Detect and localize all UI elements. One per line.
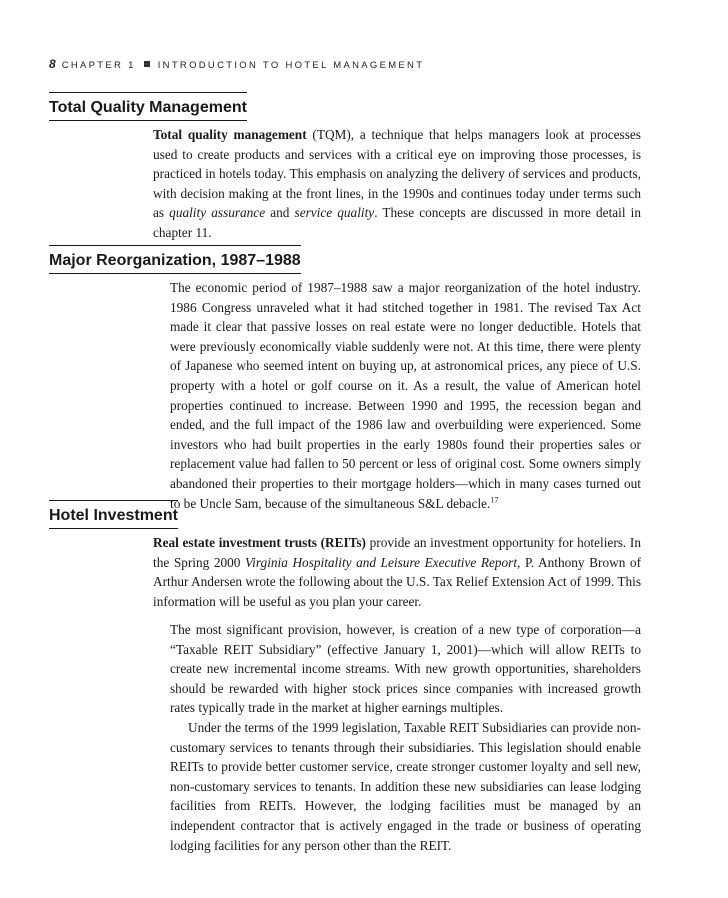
running-head bbox=[49, 57, 424, 71]
tqm-emphasis-1: quality assurance bbox=[169, 205, 266, 221]
page-number: 8 bbox=[49, 57, 56, 71]
report-title: Virginia Hospitality and Leisure Executive Report bbox=[245, 554, 518, 570]
investment-paragraph: Real estate investment trusts (REITs) provide an investment opportunity for hoteliers. In the Spring 2000 Virginia Hospitality and Leisure Executive Report, P. Anthony Brown of Arthur Andersen wrote the following about the U.S. Tax Relief Extension Act of 1999. This information will be useful as you plan your career. bbox=[153, 535, 642, 609]
quote-paragraph-2: Under the terms of the 1999 legislation, Taxable REIT Subsidiaries can provide non-customary services to tenants through their subsidiaries. This legislation should enable REITs to provide better customer service, create stronger customer loyalty and sell new, non-customary services to tenants. In addition these new subsidiaries can lease lodging facilities from REITs. However, the lodging facilities must be managed by an independent contractor that is actively engaged in the trade or business of operating lodging facilities for any person other than the REIT. bbox=[170, 719, 641, 853]
footnote-ref: 17 bbox=[490, 495, 499, 505]
reit-term: Real estate investment trusts (REITs) bbox=[153, 535, 366, 550]
heading-hotel-investment: Hotel Investment bbox=[49, 500, 178, 529]
tqm-emphasis-2: service quality bbox=[294, 205, 375, 221]
chapter-label: CHAPTER 1 bbox=[61, 60, 136, 71]
tqm-term: Total quality management bbox=[153, 127, 307, 142]
separator-square-icon bbox=[144, 61, 150, 67]
heading-total-quality-management: Total Quality Management bbox=[49, 92, 247, 121]
reorg-paragraph: The economic period of 1987–1988 saw a major reorganization of the hotel industry. 1986 Congress unraveled what it had stitched together in 1981. The revised Tax Act made it clear that passive losses on real estate were no longer deductible. Hotels that were previously economically viable suddenly were not. At this time, there were plenty of Japanese who seemed intent on buying up, at astronomical prices, any piece of U.S. property with a hotel or golf course on it. As a result, the value of American hotel properties continued to increase. Between 1990 and 1995, the recession began and ended, and the full impact of the 1986 law and overbuilding were experienced. Some investors who had built properties in the early 1980s found their properties sales or replacement value had fallen to 50 percent or less of original cost. Some owners simply abandoned their properties to their mortgage holders—which in many cases turned out to be Uncle Sam, because of the simultaneous S&L debacle.$^{17}$ bbox=[170, 280, 641, 511]
investment-quote bbox=[170, 620, 641, 855]
quote-paragraph-1: The most significant provision, however, is creation of a new type of corporation—a “Taxable REIT Subsidiary” (effective January 1, 2001)—which will allow REITs to create new incremental income streams. With new growth opportunities, shareholders should be rewarded with higher stock prices since companies with increased growth rates typically trade in the market at higher earnings multiples. bbox=[170, 622, 641, 716]
heading-major-reorganization: Major Reorganization, 1987–1988 bbox=[49, 245, 301, 274]
chapter-title: INTRODUCTION TO HOTEL MANAGEMENT bbox=[157, 60, 425, 71]
tqm-paragraph: Total quality management (TQM), a technique that helps managers look at processes used to create products and services with a critical eye on improving those processes, is practiced in hotels today. This emphasis on analyzing the delivery of services and products, with decision making at the front lines, in the 1990s and continues today under terms such as quality assurance and service quality. These concepts are discussed in more detail in chapter 11. bbox=[153, 127, 641, 240]
